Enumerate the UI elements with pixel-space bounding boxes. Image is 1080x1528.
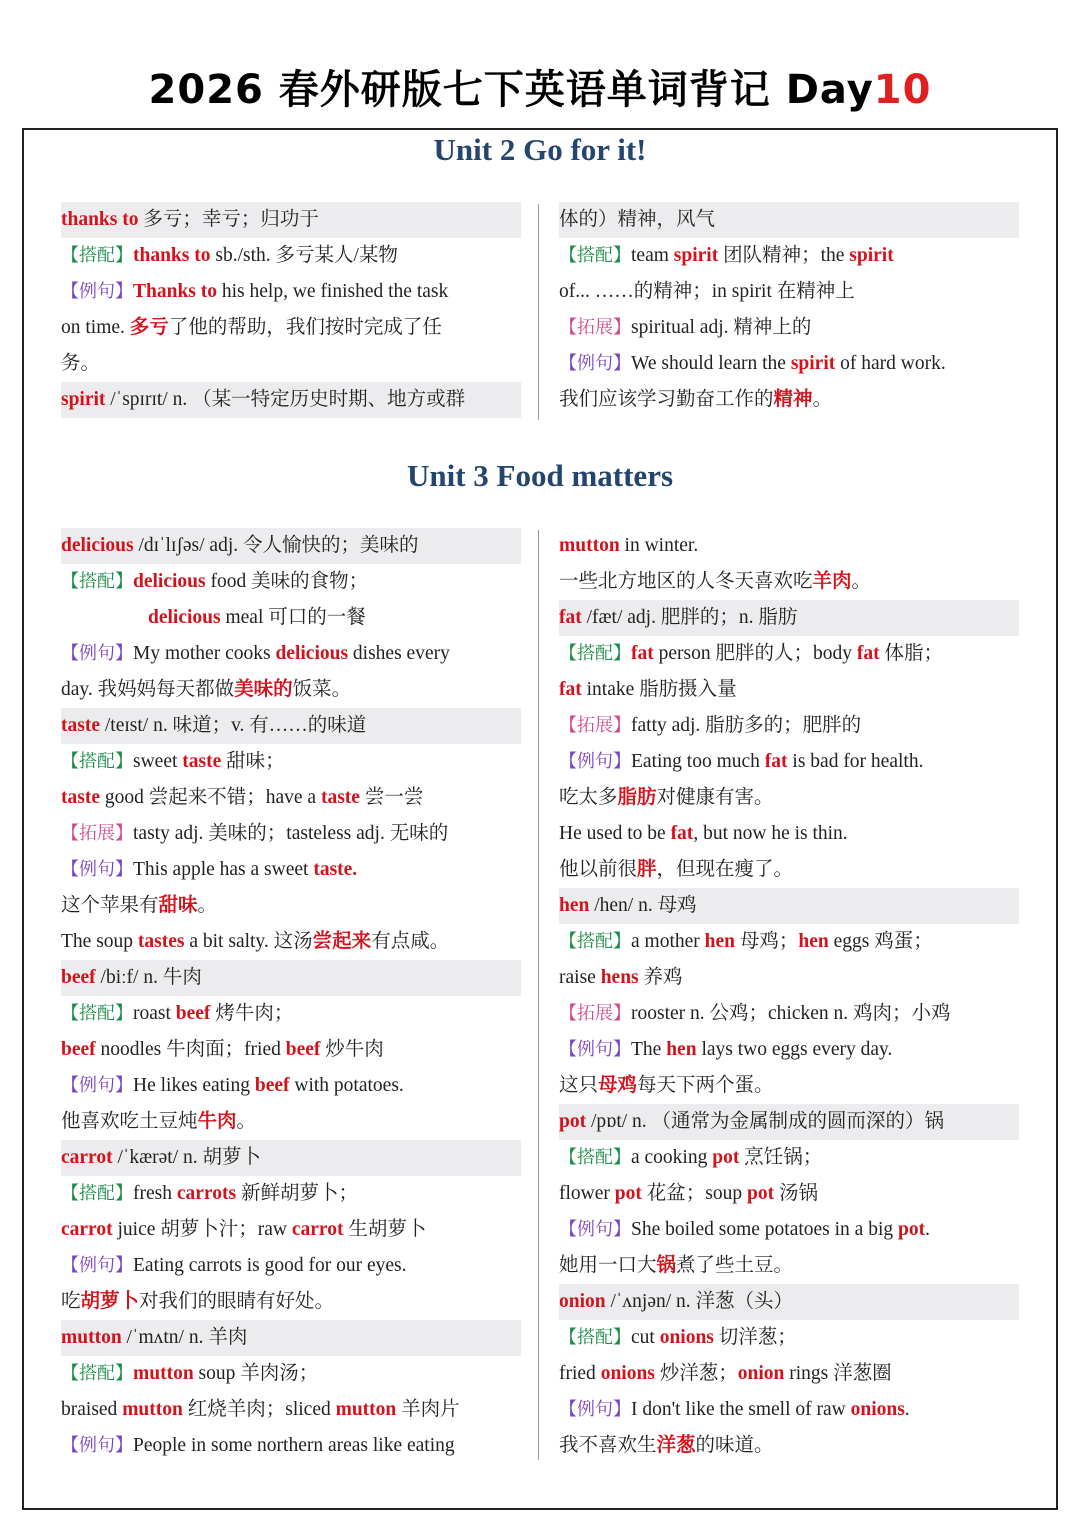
unit-3-column-divider [538,530,539,1460]
text-segment: raise [559,967,601,988]
vocab-line [61,1032,521,1068]
text-segment: team [631,245,674,266]
text-segment: sweet [133,751,183,772]
text-segment: /dɪˈlɪʃəs/ adj. 令人愉快的；美味的 [133,535,419,556]
text-segment: his help, we finished the task [217,281,449,302]
unit-2-right-column [559,202,1019,418]
highlight-text: pot [898,1219,926,1240]
text-segment: a cooking [631,1147,713,1168]
text-segment: 我不喜欢生 [559,1435,657,1456]
vocab-line [559,1212,1019,1248]
section-tag: 【例句】 [61,643,133,664]
highlight-text: fat [559,607,582,628]
text-segment: 甜味； [221,751,285,772]
highlight-text: 锅 [656,1255,677,1276]
text-segment: ，但现在瘦了。 [656,859,794,880]
text-segment: The [631,1039,667,1060]
text-segment: 烹饪锅； [739,1147,823,1168]
section-tag: 【搭配】 [559,643,631,664]
vocab-line [61,1176,521,1212]
vocab-headword-line [559,888,1019,924]
section-tag: 【例句】 [559,353,631,374]
text-segment: Eating carrots is good for our eyes. [133,1255,407,1276]
vocab-line [61,310,521,346]
text-segment: 吃 [61,1291,81,1312]
text-segment: 。 [812,389,833,410]
section-tag: 【拓展】 [559,317,631,338]
highlight-text: hen [704,931,735,952]
text-segment: soup 羊肉汤； [193,1363,319,1384]
section-tag: 【搭配】 [61,245,133,266]
text-segment: 她用一口大 [559,1255,657,1276]
text-segment: 他以前很 [559,859,638,880]
section-tag: 【例句】 [559,1039,631,1060]
highlight-text: mutton [122,1399,183,1420]
text-segment: /hen/ n. 母鸡 [589,895,697,916]
highlight-text: mutton [61,1327,122,1348]
highlight-text: carrot [61,1147,113,1168]
vocab-line [559,960,1019,996]
text-segment: 他喜欢吃土豆炖 [61,1111,198,1132]
vocab-line [61,744,521,780]
vocab-line [559,924,1019,960]
highlight-text: 胖 [637,859,657,880]
highlight-text: spirit [673,245,719,266]
vocab-line [559,1248,1019,1284]
vocab-headword-line [559,1104,1019,1140]
vocab-line [559,564,1019,600]
vocab-headword-line [61,202,521,238]
vocab-line [61,996,521,1032]
text-segment: People in some northern areas like eating [133,1435,455,1456]
text-segment: flower [559,1183,615,1204]
text-segment: /ˈspɪrɪt/ n. （某一特定历史时期、地方或群 [105,389,466,410]
text-segment: fatty adj. 脂肪多的；肥胖的 [631,715,862,736]
text-segment: 这个苹果有 [61,895,159,916]
highlight-text: fat [856,643,880,664]
vocab-headword-line [61,528,521,564]
text-segment: 。 [851,571,872,592]
text-segment: . [925,1219,930,1240]
text-segment: roast [133,1003,176,1024]
vocab-line [61,1068,521,1104]
highlight-text: delicious [275,643,349,664]
unit-2-column-divider [538,204,539,420]
text-segment: He used to be [559,823,671,844]
text-segment: 羊肉片 [396,1399,460,1420]
highlight-text: onions [659,1327,714,1348]
text-segment: 红烧羊肉；sliced [182,1399,336,1420]
highlight-text: beef [285,1039,321,1060]
section-tag: 【例句】 [61,1435,133,1456]
highlight-text: beef [61,967,96,988]
text-segment: 新鲜胡萝卜； [236,1183,358,1204]
vocab-line [559,346,1019,382]
text-segment: /pɒt/ n. （通常为金属制成的圆而深的）锅 [586,1111,945,1132]
highlight-text: fat [670,823,694,844]
text-segment: /fæt/ adj. 肥胖的；n. 脂肪 [581,607,798,628]
vocab-headword-line [61,708,521,744]
text-segment: 对我们的眼睛有好处。 [139,1291,335,1312]
unit-2-title: Unit 2 Go for it! [433,132,647,167]
text-segment: 我们应该学习勤奋工作的 [559,389,774,410]
vocab-line [61,1356,521,1392]
text-segment: 。 [236,1111,257,1132]
vocab-headword-line [559,600,1019,636]
text-segment: meal 可口的一餐 [220,607,366,628]
text-segment: is bad for health. [787,751,924,772]
highlight-text: mutton [335,1399,397,1420]
section-tag: 【例句】 [559,1219,631,1240]
text-segment: day. 我妈妈每天都做 [61,679,235,700]
vocab-line [559,1176,1019,1212]
highlight-text: onion [559,1291,606,1312]
unit-3-left-column [61,528,521,1464]
text-segment: in winter. [619,535,699,556]
vocab-line [559,274,1019,310]
text-segment: person 肥胖的人；body [653,643,857,664]
vocab-line [559,238,1019,274]
highlight-text: 母鸡 [598,1075,638,1096]
highlight-text: carrots [176,1183,237,1204]
vocab-line [61,1248,521,1284]
text-segment: intake 脂肪摄入量 [581,679,737,700]
vocab-line [559,1356,1019,1392]
text-segment: I don't like the smell of raw [631,1399,851,1420]
vocab-line [559,1392,1019,1428]
text-segment: rooster n. 公鸡；chicken n. 鸡肉；小鸡 [631,1003,951,1024]
text-segment: 的味道。 [695,1435,774,1456]
highlight-text: thanks to [133,245,211,266]
text-segment: 。 [197,895,218,916]
text-segment: lays two eggs every day. [696,1039,893,1060]
vocab-line [559,744,1019,780]
vocab-headword-line [61,960,521,996]
vocab-line [559,708,1019,744]
vocab-line [559,672,1019,708]
unit-2-left-column [61,202,521,418]
highlight-text: carrot [61,1219,113,1240]
vocab-line [61,672,521,708]
text-segment: 烤牛肉； [210,1003,294,1024]
section-tag: 【搭配】 [559,1327,631,1348]
highlight-text: onions [850,1399,905,1420]
text-segment: sb./sth. 多亏某人/某物 [210,245,398,266]
section-tag: 【例句】 [559,751,631,772]
highlight-text: delicious [148,607,221,628]
highlight-text: carrot [291,1219,344,1240]
text-segment: 炒牛肉 [320,1039,384,1060]
highlight-text: pot [559,1111,587,1132]
text-segment: braised [61,1399,123,1420]
highlight-text: beef [61,1039,96,1060]
vocab-line [61,780,521,816]
text-segment: 汤锅 [774,1183,818,1204]
text-segment: The soup [61,931,138,952]
section-tag: 【例句】 [61,1255,133,1276]
text-segment: , but now he is thin. [693,823,848,844]
highlight-text: hen [559,895,590,916]
highlight-text: taste [61,787,100,808]
text-segment: My mother cooks [133,643,276,664]
vocab-line [61,274,521,310]
text-segment: 多亏；幸亏；归功于 [138,209,319,230]
text-segment: with potatoes. [289,1075,404,1096]
highlight-text: 牛肉 [197,1111,237,1132]
text-segment: spiritual adj. 精神上的 [631,317,812,338]
text-segment: eggs 鸡蛋； [828,931,933,952]
highlight-text: Thanks to [133,281,217,302]
text-segment: 体脂； [879,643,944,664]
section-tag: 【拓展】 [559,1003,631,1024]
vocab-headword-line [61,1320,521,1356]
highlight-text: spirit [849,245,894,266]
vocab-line [61,852,521,888]
text-segment: 母鸡； [735,931,799,952]
text-segment: /ˈʌnjən/ n. 洋葱（头） [605,1291,794,1312]
highlight-text: spirit [61,389,106,410]
vocab-line [559,1428,1019,1464]
text-segment: 饭菜。 [292,679,352,700]
section-tag: 【例句】 [61,281,133,302]
vocab-line [559,636,1019,672]
vocab-line [61,1428,521,1464]
highlight-text: fat [559,679,582,700]
text-segment: dishes every [348,643,450,664]
highlight-text: 羊肉 [812,571,852,592]
text-segment: 对健康有害。 [656,787,774,808]
text-segment: 切洋葱； [713,1327,797,1348]
text-segment: juice 胡萝卜汁；raw [112,1219,292,1240]
text-segment: 生胡萝卜 [343,1219,427,1240]
vocab-headword-line [559,202,1019,238]
highlight-text: beef [175,1003,211,1024]
highlight-text: pot [712,1147,740,1168]
section-tag: 【搭配】 [61,1003,133,1024]
vocab-line [559,310,1019,346]
highlight-text: fat [631,643,654,664]
text-segment: tasty adj. 美味的；tasteless adj. 无味的 [133,823,449,844]
highlight-text: taste. [313,859,358,880]
highlight-text: fat [764,751,788,772]
text-segment: 每天下两个蛋。 [637,1075,774,1096]
highlight-text: delicious [133,571,206,592]
vocab-line [559,996,1019,1032]
text-segment: noodles 牛肉面；fried [95,1039,286,1060]
vocab-line [61,636,521,672]
text-segment: He likes eating [133,1075,255,1096]
vocab-line [61,564,521,600]
text-segment: 尝一尝 [359,787,424,808]
vocab-headword-line [559,1284,1019,1320]
text-segment: on time. [61,317,130,338]
vocab-line [559,1140,1019,1176]
text-segment: /ˈmʌtn/ n. 羊肉 [121,1327,248,1348]
text-segment: We should learn the [631,353,791,374]
text-segment: rings 洋葱圈 [784,1363,892,1384]
highlight-text: taste [182,751,222,772]
highlight-text: hen [798,931,829,952]
section-tag: 【搭配】 [61,751,133,772]
section-tag: 【拓展】 [559,715,631,736]
section-tag: 【搭配】 [61,1183,133,1204]
text-segment: . [904,1399,910,1420]
highlight-text: onion [737,1363,785,1384]
vocab-line [61,924,521,960]
highlight-text: taste [320,787,360,808]
unit-3-right-column [559,528,1019,1464]
vocab-line [559,1068,1019,1104]
text-segment: a bit salty. 这汤 [184,931,313,952]
text-segment: of... ……的精神；in spirit 在精神上 [559,281,855,302]
highlight-text: spirit [790,353,836,374]
highlight-text: thanks to [61,209,139,230]
text-segment: a mother [631,931,705,952]
section-tag: 【搭配】 [61,1363,133,1384]
highlight-text: 甜味 [158,895,198,916]
text-segment: cut [631,1327,660,1348]
highlight-text: taste [61,715,100,736]
page-title-day-number: 10 [873,67,932,113]
text-segment: 煮了些土豆。 [676,1255,794,1276]
highlight-text: pot [614,1183,642,1204]
text-segment: 一些北方地区的人冬天喜欢吃 [559,571,813,592]
vocab-line [61,600,521,636]
section-tag: 【搭配】 [559,245,631,266]
page-title [0,62,1080,118]
vocab-line [61,1104,521,1140]
section-tag: 【搭配】 [61,571,133,592]
text-segment: 炒洋葱； [654,1363,738,1384]
text-segment: /biːf/ n. 牛肉 [95,967,202,988]
text-segment: 这只 [559,1075,599,1096]
section-tag: 【搭配】 [559,931,631,952]
text-segment: /ˈkærət/ n. 胡萝卜 [112,1147,262,1168]
text-segment: food 美味的食物； [205,571,369,592]
highlight-text: 脂肪 [617,787,657,808]
highlight-text: 多亏 [129,317,169,338]
highlight-text: hen [666,1039,697,1060]
text-segment: 体的）精神，风气 [559,209,716,230]
vocab-line [559,382,1019,418]
highlight-text: pot [746,1183,775,1204]
vocab-line [61,816,521,852]
page-title-main: 2026 春外研版七下英语单词背记 Day [148,67,874,113]
highlight-text: 洋葱 [656,1435,696,1456]
text-segment: Eating too much [631,751,765,772]
vocab-line [61,888,521,924]
vocab-headword-line [61,382,521,418]
section-tag: 【例句】 [61,1075,133,1096]
vocab-line [559,1320,1019,1356]
highlight-text: mutton [559,535,620,556]
text-segment: She boiled some potatoes in a big [631,1219,899,1240]
text-segment: fried [559,1363,601,1384]
highlight-text: tastes [137,931,185,952]
highlight-text: hens [600,967,639,988]
text-segment: 了他的帮助，我们按时完成了任 [168,317,442,338]
highlight-text: delicious [61,535,134,556]
vocab-line [559,528,1019,564]
text-segment: good 尝起来不错；have a [99,787,321,808]
highlight-text: 尝起来 [312,931,372,952]
vocab-line [61,238,521,274]
text-segment: 养鸡 [638,967,683,988]
text-segment: 有点咸。 [371,931,450,952]
section-tag: 【拓展】 [61,823,133,844]
section-tag: 【搭配】 [559,1147,631,1168]
text-segment: 吃太多 [559,787,618,808]
text-segment: of hard work. [835,353,946,374]
text-segment: /teɪst/ n. 味道；v. 有……的味道 [99,715,367,736]
text-segment: 务。 [61,353,101,374]
text-segment: fresh [133,1183,177,1204]
vocab-line [559,1032,1019,1068]
highlight-text: 精神 [773,389,813,410]
vocab-line [61,1212,521,1248]
vocab-headword-line [61,1140,521,1176]
text-segment: 花盆；soup [641,1183,747,1204]
unit-3-title: Unit 3 Food matters [406,458,674,493]
text-segment: 团队精神；the [718,245,850,266]
vocab-line [559,780,1019,816]
text-segment: This apple has a sweet [133,859,314,880]
vocab-line [61,1392,521,1428]
vocab-line [559,816,1019,852]
highlight-text: onions [600,1363,655,1384]
highlight-text: beef [254,1075,290,1096]
highlight-text: 胡萝卜 [80,1291,140,1312]
highlight-text: mutton [133,1363,194,1384]
vocab-line [61,346,521,382]
section-tag: 【例句】 [61,859,133,880]
highlight-text: 美味的 [234,679,293,700]
vocab-line [559,852,1019,888]
vocab-line [61,1284,521,1320]
section-tag: 【例句】 [559,1399,631,1420]
